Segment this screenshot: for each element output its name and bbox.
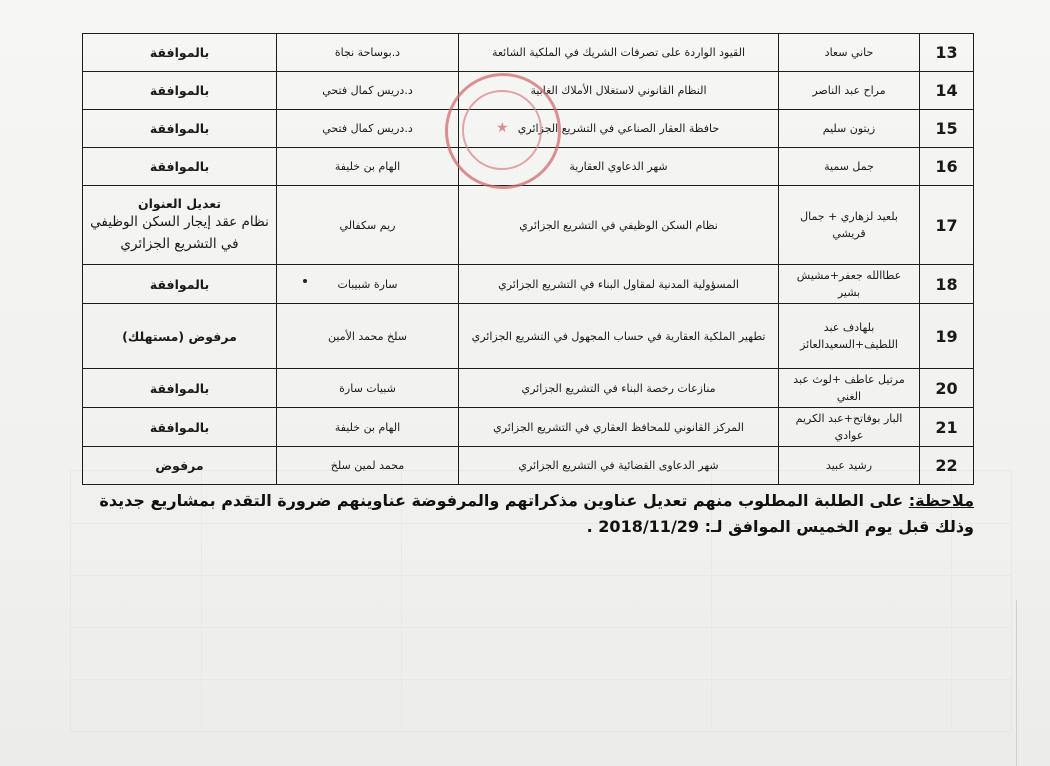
row-number: 18 [920,265,974,304]
table-row [83,369,974,408]
supervisor-name: د.بوساحة نجاة [277,34,459,72]
supervisor-name: ريم سكفالي [277,186,459,265]
row-number: 15 [920,110,974,148]
row-number: 19 [920,304,974,369]
student-names: جمل سمية [779,148,920,186]
thesis-title: القيود الواردة على تصرفات الشريك في الملكية الشائعة [459,34,779,72]
table-row [83,265,974,304]
theses-decisions-table [82,33,974,485]
student-names: مراح عبد الناصر [779,72,920,110]
supervisor-name: شبيات سارة [277,369,459,408]
revised-title: نظام عقد إيجار السكن الوظيفي في التشريع الجزائري [90,213,269,252]
student-names: مرتيل عاطف +لوث عبد الغني [779,369,920,408]
supervisor-name: د.دريس كمال فتحي [277,110,459,148]
student-names: بلعيد لزهاري + جمال قريشي [779,186,920,265]
table-row [83,408,974,447]
thesis-title: شهر الدعاوي العقارية [459,148,779,186]
row-number: 20 [920,369,974,408]
student-names: عطاالله جعفر+مشيش بشير [779,265,920,304]
stamp-star-icon: ★ [496,120,509,136]
student-names: زيتون سليم [779,110,920,148]
supervisor-name: محمد لمين سلخ [277,447,459,485]
thesis-title: حافظة العقار الصناعي في التشريع الجزائري [459,110,779,148]
row-number: 16 [920,148,974,186]
page-edge-line [1016,600,1017,766]
decision: بالموافقة [83,148,277,186]
table-row [83,447,974,485]
note-paragraph [82,488,974,540]
row-number: 17 [920,186,974,265]
thesis-title: شهر الدعاوى القضائية في التشريع الجزائري [459,447,779,485]
table-row [83,304,974,369]
note-text: على الطلبة المطلوب منهم تعديل عناوين مذكراتهم والمرفوضة عناوينهم ضرورة التقدم بمشاريع جديدة وذلك قبل يوم الخميس الموافق لـ: 2018/11/29 . [99,491,974,536]
row-number: 14 [920,72,974,110]
decision: تعديل العنوان [137,195,222,211]
row-number: 22 [920,447,974,485]
thesis-title: تطهير الملكية العقارية في حساب المجهول في التشريع الجزائري [459,304,779,369]
decision: بالموافقة [83,72,277,110]
supervisor-name: د.دريس كمال فتحي [277,72,459,110]
supervisor-name: سلخ محمد الأمين [277,304,459,369]
decision: بالموافقة [83,369,277,408]
table-row [83,72,974,110]
decision: بالموافقة [83,110,277,148]
decision: بالموافقة [83,34,277,72]
table-row [83,148,974,186]
thesis-title: النظام القانوني لاستغلال الأملاك الغابية [459,72,779,110]
student-names: حاني سعاد [779,34,920,72]
table-row [83,186,974,265]
thesis-title: نظام السكن الوظيفي في التشريع الجزائري [459,186,779,265]
supervisor-name: سارة شبيبات [277,265,459,304]
student-names: البار بوفاتح+عبد الكريم عوادي [779,408,920,447]
decision: مرفوض (مستهلك) [83,304,277,369]
thesis-title: المسؤولية المدنية لمقاول البناء في التشريع الجزائري [459,265,779,304]
supervisor-name: الهام بن خليفة [277,408,459,447]
student-names: بلهادف عبد اللطيف+السعيدالعائز [779,304,920,369]
note-label: ملاحظة: [908,491,974,510]
table-row [83,34,974,72]
ink-dot [303,279,307,283]
row-number: 21 [920,408,974,447]
table-row [83,110,974,148]
row-number: 13 [920,34,974,72]
decision-cell [83,186,277,265]
thesis-title: المركز القانوني للمحافظ العقاري في التشريع الجزائري [459,408,779,447]
decision: مرفوض [83,447,277,485]
decision: بالموافقة [83,265,277,304]
decision: بالموافقة [83,408,277,447]
student-names: رشيد عبيد [779,447,920,485]
supervisor-name: الهام بن خليفة [277,148,459,186]
thesis-title: منازعات رخصة البناء في التشريع الجزائري [459,369,779,408]
